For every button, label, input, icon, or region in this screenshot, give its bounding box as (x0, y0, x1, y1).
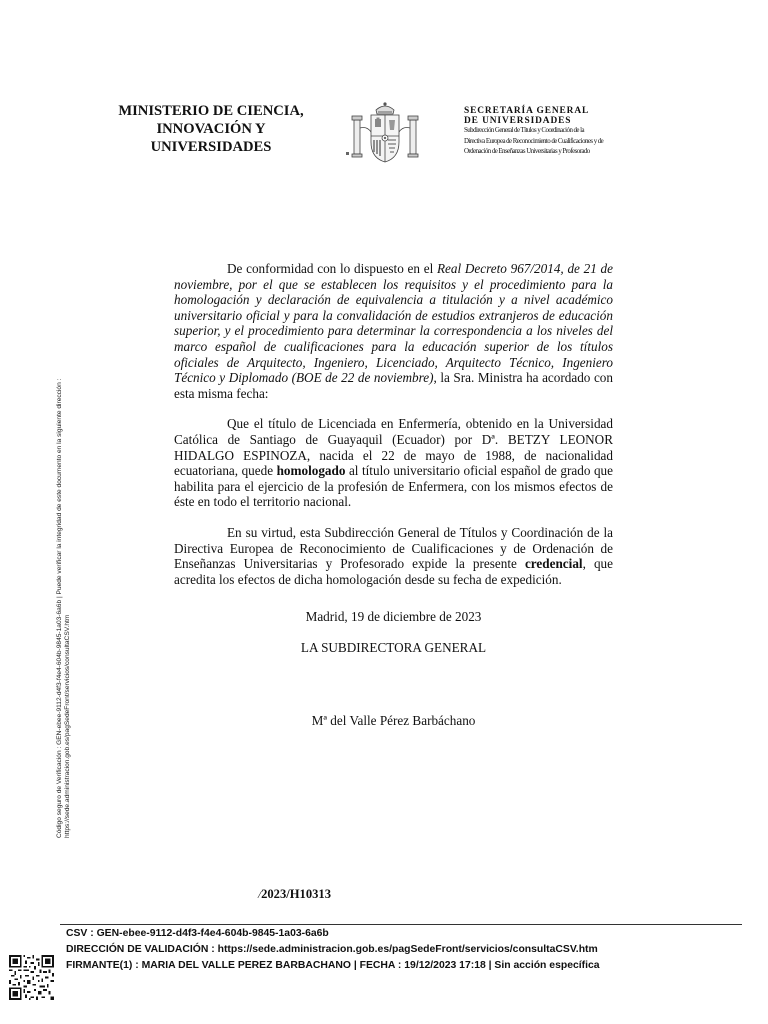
footer-divider (60, 924, 742, 925)
paragraph-decree (174, 261, 613, 401)
ministry-name (110, 102, 312, 156)
ministry-line-1: MINISTERIO DE CIENCIA, (118, 103, 304, 119)
footer-signer: FIRMANTE(1) : MARIA DEL VALLE PEREZ BARBACHANO | FECHA : 19/12/2023 17:18 | Sin acción específica (66, 960, 600, 971)
p2-start: Que el título de Licenciada en Enfermería, obtenido en la Universidad Católica de Santiago de Guayaquil (Ecuador) por Dª. BETZY LEONOR HIDALGO ESPINOZA, nacida el 22 de mayo de 1988, de nacionalidad ecuatoriana, quede (174, 416, 613, 479)
verification-side-note (56, 318, 73, 838)
resolution-body (174, 261, 613, 587)
decree-citation: Real Decreto 967/2014, de 21 de noviembre, por el que se establecen los requisitos y el procedimiento para la homologación y declaración de equivalencia a titulación y a nivel académico universitario oficial y para la convalidación de estudios extranjeros de educación superior, y el procedimiento para determinar la correspondencia a los niveles del marco español de cualificaciones para la educación superior de los títulos oficiales de Arquitecto, Ingeniero, Licenciado, Arquitecto Técnico, Ingeniero Técnico y Diplomado (BOE de 22 de noviembre) (174, 261, 613, 386)
p3-end: , que acredita los efectos de dicha homologación desde su fecha de expedición. (174, 556, 613, 587)
p1-intro: De conformidad con lo dispuesto en el (227, 261, 437, 276)
ministry-line-2: INNOVACIÓN Y (156, 121, 266, 137)
reference-number (258, 887, 331, 902)
paragraph-homologation (174, 416, 613, 510)
reference-code: 2023/H10313 (261, 887, 332, 901)
secretaria-line-2: DE UNIVERSIDADES (464, 116, 572, 126)
reference-slash: / (258, 889, 262, 901)
credencial-keyword: credencial (524, 556, 583, 572)
footer-csv: CSV : GEN-ebee-9112-d4f3-f4e4-604b-9845-1a03-6a6b (66, 928, 329, 939)
place-date: Madrid, 19 de diciembre de 2023 (305, 609, 482, 624)
subdireccion-line-1: Subdirección General de Títulos y Coordinación de la (464, 127, 584, 134)
p3-start: En su virtud, esta Subdirección General de Títulos y Coordinación de la Directiva Europea de Reconocimiento de Cualificaciones y de Ordenación de Enseñanzas Universitarias y Profesorado expide la presente (174, 524, 613, 572)
ministry-line-3: UNIVERSIDADES (150, 139, 272, 155)
secretaria-block (464, 106, 674, 158)
footer-validation-url[interactable]: DIRECCIÓN DE VALIDACIÓN : https://sede.administracion.gob.es/pagSedeFront/servicios/consultaCSV.htm (66, 944, 598, 955)
signer-role: LA SUBDIRECTORA GENERAL (300, 640, 487, 655)
side-note-line-2: https://sede.administracion.gob.es/pagSedeFront/servicios/consultaCSV.htm (64, 614, 72, 838)
subdireccion-line-2: Directiva Europea de Reconocimiento de Cualificaciones y de (464, 137, 604, 145)
signer-name: Mª del Valle Pérez Barbáchano (311, 713, 476, 728)
secretaria-line-1: SECRETARÍA GENERAL (464, 106, 590, 116)
side-note-line-1: Código seguro de Verificación : GEN-ebee-9112-d4f3-f4e4-604b-9845-1a03-6a6b | Puede verificar la integridad de este documento en la siguiente dirección : (56, 378, 63, 838)
paragraph-credential (174, 525, 613, 587)
p1-end: , la Sra. Ministra ha acordado con esta misma fecha: (174, 370, 613, 401)
subdireccion-line-3: Ordenación de Enseñanzas Universitarias y Profesorado (464, 148, 590, 156)
homologado-keyword: homologado (276, 463, 346, 479)
coat-of-arms-icon (345, 100, 425, 166)
p2-end: al título universitario oficial español de grado que habilita para el ejercicio de la profesión de Enfermera, con los mismos efectos de éste en todo el territorio nacional. (174, 463, 613, 510)
qr-code-icon (9, 955, 54, 1000)
